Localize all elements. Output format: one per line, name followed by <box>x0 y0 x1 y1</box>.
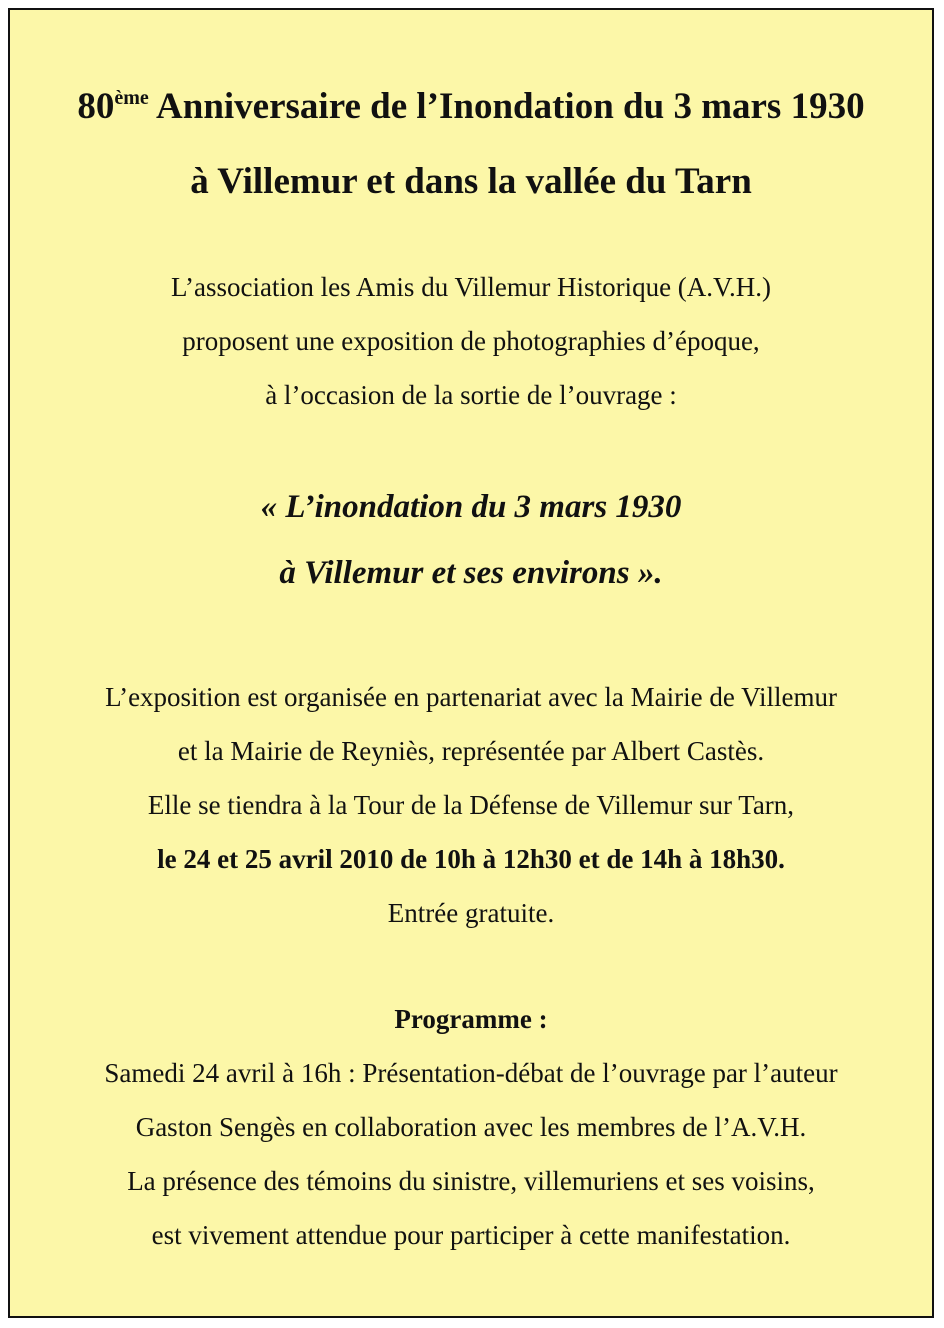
programme-heading: Programme : <box>394 1004 548 1034</box>
programme-line: Samedi 24 avril à 16h : Présentation-débat de l’ouvrage par l’auteur <box>104 1058 838 1088</box>
intro-paragraph <box>10 260 932 422</box>
title-number: 80 <box>77 86 115 127</box>
intro-line: L’association les Amis du Villemur Historique (A.V.H.) <box>170 272 772 302</box>
book-title-line: à Villemur et ses environs ». <box>279 555 663 591</box>
programme-line: est vivement attendue pour participer à cette manifestation. <box>151 1220 791 1250</box>
programme-line: Gaston Sengès en collaboration avec les membres de l’A.V.H. <box>135 1112 807 1142</box>
details-dates: le 24 et 25 avril 2010 de 10h à 12h30 et de 14h à 18h30. <box>157 844 785 874</box>
details-entry: Entrée gratuite. <box>387 898 555 928</box>
book-title-line: « L’inondation du 3 mars 1930 <box>260 489 682 525</box>
details-partnership: L’exposition est organisée en partenariat avec la Mairie de Villemur <box>105 682 837 712</box>
details-represented: et la Mairie de Reyniès, représentée par Albert Castès. <box>177 736 765 766</box>
exhibition-details <box>10 670 932 940</box>
intro-line: à l’occasion de la sortie de l’ouvrage : <box>265 380 677 410</box>
programme-section <box>10 992 932 1262</box>
title-line-1-rest: Anniversaire de l’Inondation du 3 mars 1930 <box>148 86 865 127</box>
intro-line: proposent une exposition de photographies d’époque, <box>182 326 760 356</box>
flyer-page <box>8 8 934 1318</box>
title-line-2: à Villemur et dans la vallée du Tarn <box>190 161 752 202</box>
book-title <box>10 474 932 606</box>
title-line-1 <box>10 72 932 147</box>
title-superscript: ème <box>114 87 149 109</box>
flyer-title <box>10 72 932 217</box>
details-location: Elle se tiendra à la Tour de la Défense de Villemur sur Tarn, <box>147 790 795 820</box>
programme-line: La présence des témoins du sinistre, villemuriens et ses voisins, <box>127 1166 815 1196</box>
